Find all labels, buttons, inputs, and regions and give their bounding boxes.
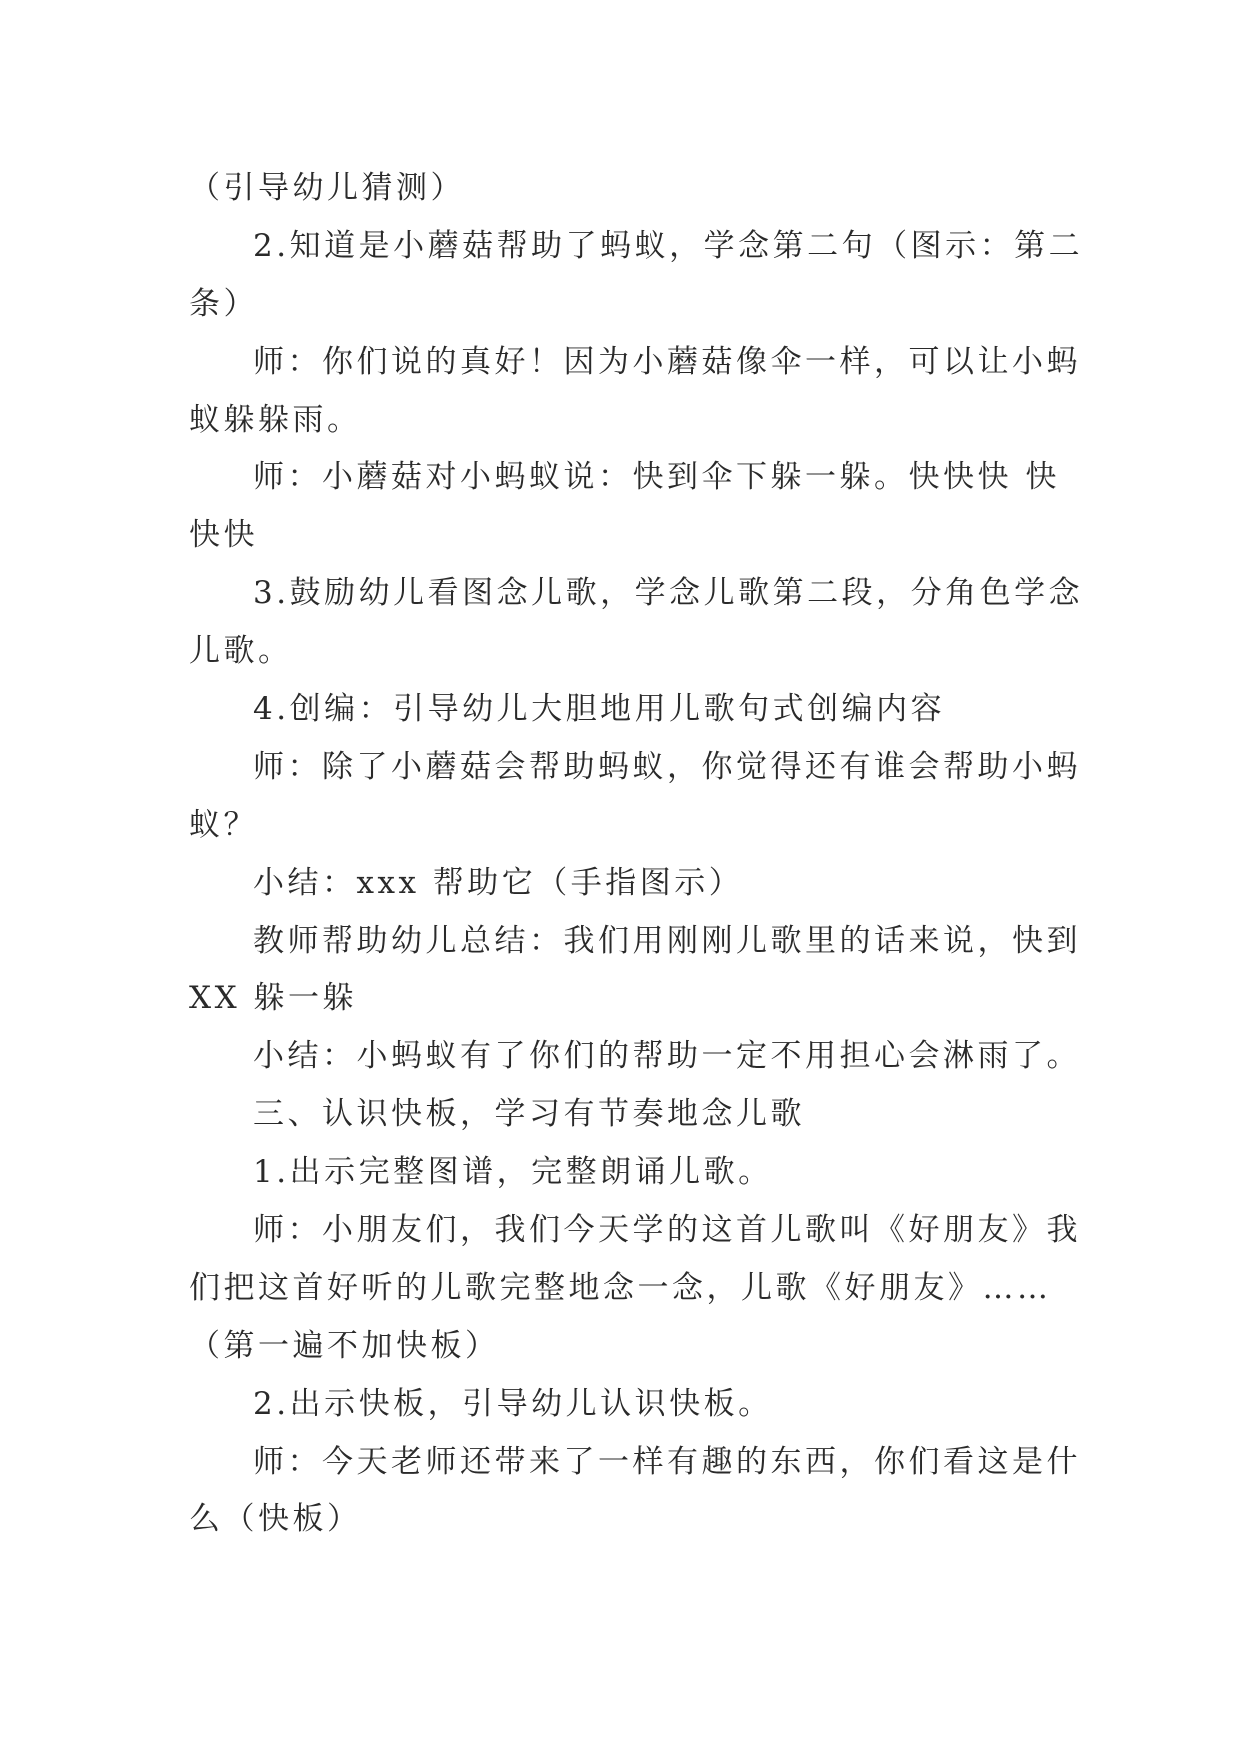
paragraph-line: 师：除了小蘑菇会帮助蚂蚁，你觉得还有谁会帮助小蚂 bbox=[253, 748, 1081, 785]
paragraph-line: 小结：小蚂蚁有了你们的帮助一定不用担心会淋雨了。 bbox=[253, 1038, 1081, 1075]
paragraph-line: 快快 bbox=[189, 517, 258, 554]
paragraph-line: （引导幼儿猜测） bbox=[189, 170, 465, 206]
document-body bbox=[189, 160, 1084, 1549]
paragraph-line: 们把这首好听的儿歌完整地念一念，儿歌《好朋友》…… bbox=[189, 1269, 1052, 1306]
paragraph-line: XX 躲一躲 bbox=[189, 980, 357, 1017]
paragraph-line: 小结：xxx 帮助它（手指图示） bbox=[253, 864, 744, 901]
section-heading: 三、认识快板，学习有节奏地念儿歌 bbox=[253, 1096, 805, 1133]
paragraph-line: 教师帮助幼儿总结：我们用刚刚儿歌里的话来说，快到 bbox=[253, 922, 1081, 959]
paragraph-line: 么（快板） bbox=[189, 1501, 362, 1538]
paragraph-line: 1.出示完整图谱，完整朗诵儿歌。 bbox=[253, 1154, 773, 1191]
paragraph-line: 师：今天老师还带来了一样有趣的东西，你们看这是什 bbox=[253, 1443, 1081, 1480]
paragraph-line: 4.创编：引导幼儿大胆地用儿歌句式创编内容 bbox=[253, 691, 946, 728]
paragraph-line: 师：你们说的真好！因为小蘑菇像伞一样，可以让小蚂 bbox=[253, 343, 1081, 380]
paragraph-line: 3.鼓励幼儿看图念儿歌，学念儿歌第二段，分角色学念 bbox=[253, 575, 1084, 612]
paragraph-line: 蚁？ bbox=[189, 806, 258, 843]
paragraph-line: 2.知道是小蘑菇帮助了蚂蚁，学念第二句（图示：第二 bbox=[253, 227, 1084, 264]
paragraph-line: 师：小蘑菇对小蚂蚁说：快到伞下躲一躲。快快快 快 bbox=[253, 459, 1060, 496]
paragraph-line: 条） bbox=[189, 285, 258, 322]
paragraph-line: 2.出示快板，引导幼儿认识快板。 bbox=[253, 1385, 773, 1422]
paragraph-line: 儿歌。 bbox=[189, 633, 293, 670]
paragraph-line: （第一遍不加快板） bbox=[189, 1327, 500, 1364]
paragraph-line: 蚁躲躲雨。 bbox=[189, 401, 362, 438]
paragraph-line: 师：小朋友们，我们今天学的这首儿歌叫《好朋友》我 bbox=[253, 1212, 1081, 1249]
